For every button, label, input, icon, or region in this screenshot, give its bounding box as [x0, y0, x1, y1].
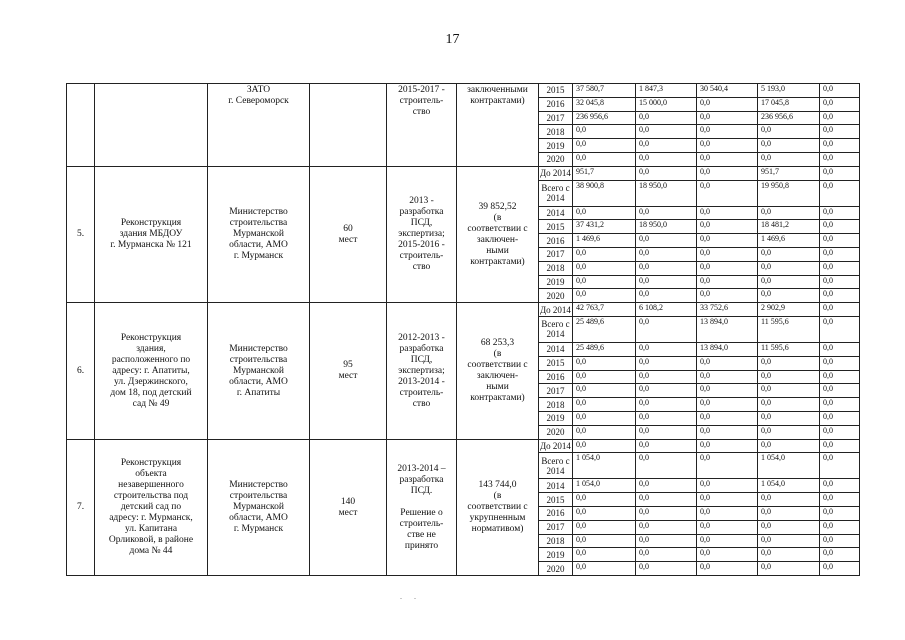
year-cell: 2017	[539, 247, 573, 261]
amount-cell: 0,0	[820, 97, 860, 111]
amount-cell: 13 894,0	[697, 342, 758, 356]
year-cell: 2018	[539, 398, 573, 412]
amount-cell: 1 054,0	[758, 479, 820, 493]
amount-cell: 0,0	[697, 425, 758, 439]
amount-cell: 0,0	[573, 206, 636, 220]
year-cell: 2017	[539, 384, 573, 398]
amount-cell: 0,0	[636, 439, 697, 453]
year-cell: 2020	[539, 152, 573, 166]
amount-cell: 0,0	[820, 289, 860, 303]
year-cell: 2018	[539, 534, 573, 548]
amount-cell: 6 108,2	[636, 303, 697, 317]
amount-cell: 0,0	[636, 548, 697, 562]
year-cell: 2017	[539, 111, 573, 125]
amount-cell: 42 763,7	[573, 303, 636, 317]
capacity: 140 мест	[338, 496, 358, 518]
amount-cell: 0,0	[820, 125, 860, 139]
amount-cell: 0,0	[820, 534, 860, 548]
amount-cell: 0,0	[636, 125, 697, 139]
amount-cell: 0,0	[573, 398, 636, 412]
year-cell: Всего с 2014	[539, 180, 573, 206]
year-cell: 2020	[539, 562, 573, 576]
amount-cell: 0,0	[636, 520, 697, 534]
amount-cell: 0,0	[820, 562, 860, 576]
customer-cell	[208, 439, 310, 575]
amount-cell: 0,0	[573, 275, 636, 289]
amount-cell: 0,0	[758, 520, 820, 534]
year-cell: Всего с 2014	[539, 316, 573, 342]
amount-cell: 0,0	[820, 479, 860, 493]
capacity: 60 мест	[338, 223, 358, 245]
row-number-cell	[67, 439, 95, 575]
customer: ЗАТО г. Североморск	[228, 85, 289, 106]
amount-cell: 18 950,0	[636, 180, 697, 206]
customer-cell	[208, 84, 310, 167]
amount-cell: 25 489,6	[573, 342, 636, 356]
capacity: 95 мест	[338, 360, 358, 382]
amount-cell: 0,0	[758, 206, 820, 220]
amount-cell: 0,0	[820, 384, 860, 398]
row-number: 5.	[76, 229, 85, 240]
object-name-cell	[95, 166, 208, 302]
year-cell: 2016	[539, 506, 573, 520]
amount-cell: 0,0	[697, 439, 758, 453]
amount-cell: 0,0	[758, 152, 820, 166]
amount-cell: 11 595,6	[758, 316, 820, 342]
amount-cell: 0,0	[573, 139, 636, 153]
object-name-cell	[95, 84, 208, 167]
amount-cell: 0,0	[573, 356, 636, 370]
amount-cell: 0,0	[697, 520, 758, 534]
amount-cell: 0,0	[697, 247, 758, 261]
terms-cell	[387, 439, 457, 575]
object-name: Реконструкция объекта незавершенного строительства под детский сад по адресу: г. Мурманск, ул. Капитана Орликовой, в районе дома № 44	[108, 458, 194, 557]
amount-cell: 0,0	[573, 125, 636, 139]
amount-cell: 0,0	[820, 370, 860, 384]
estimated-cost: 143 744,0 (в соответствии с укрупненным нормативом)	[467, 480, 528, 535]
amount-cell: 0,0	[758, 289, 820, 303]
amount-cell: 5 193,0	[758, 84, 820, 98]
amount-cell: 0,0	[820, 261, 860, 275]
capacity-cell	[310, 166, 387, 302]
amount-cell: 0,0	[573, 261, 636, 275]
customer: Министерство строительства Мурманской области, АМО г. Апатиты	[229, 343, 288, 398]
amount-cell: 0,0	[758, 411, 820, 425]
amount-cell: 0,0	[636, 139, 697, 153]
amount-cell: 38 900,8	[573, 180, 636, 206]
year-cell: 2019	[539, 548, 573, 562]
estimated-cost-cell	[457, 166, 539, 302]
year-cell: До 2014	[540, 440, 571, 451]
year-cell: 2016	[539, 234, 573, 248]
amount-cell: 0,0	[573, 534, 636, 548]
amount-cell: 236 956,6	[573, 111, 636, 125]
amount-cell: 0,0	[636, 398, 697, 412]
year-cell: 2015	[539, 84, 573, 98]
amount-cell: 0,0	[697, 534, 758, 548]
amount-cell: 0,0	[636, 261, 697, 275]
amount-cell: 0,0	[636, 453, 697, 479]
amount-cell: 0,0	[758, 139, 820, 153]
amount-cell: 1 054,0	[758, 453, 820, 479]
amount-cell: 0,0	[636, 506, 697, 520]
amount-cell: 1 847,3	[636, 84, 697, 98]
year-cell: 2018	[539, 125, 573, 139]
amount-cell: 0,0	[697, 261, 758, 275]
amount-cell: 18 950,0	[636, 220, 697, 234]
amount-cell: 0,0	[697, 220, 758, 234]
amount-cell: 1 469,6	[573, 234, 636, 248]
amount-cell: 0,0	[820, 439, 860, 453]
amount-cell: 0,0	[820, 425, 860, 439]
amount-cell: 0,0	[820, 493, 860, 507]
amount-cell: 17 045,8	[758, 97, 820, 111]
amount-cell: 0,0	[573, 425, 636, 439]
amount-cell: 0,0	[573, 411, 636, 425]
amount-cell: 0,0	[573, 493, 636, 507]
amount-cell: 0,0	[820, 84, 860, 98]
amount-cell: 0,0	[636, 166, 697, 180]
amount-cell: 0,0	[636, 411, 697, 425]
amount-cell: 0,0	[573, 370, 636, 384]
terms: 2012-2013 - разработка ПСД, экспертиза; 2013-2014 - строитель- ство	[398, 332, 445, 409]
estimated-cost: заключенными контрактами)	[467, 85, 528, 106]
amount-cell: 0,0	[697, 152, 758, 166]
amount-cell: 25 489,6	[573, 316, 636, 342]
amount-cell: 0,0	[758, 247, 820, 261]
amount-cell: 0,0	[573, 384, 636, 398]
object-name-cell	[95, 303, 208, 439]
amount-cell: 0,0	[758, 534, 820, 548]
table-row	[67, 303, 860, 317]
amount-cell: 0,0	[820, 453, 860, 479]
amount-cell: 0,0	[697, 370, 758, 384]
amount-cell: 0,0	[636, 316, 697, 342]
amount-cell: 0,0	[820, 234, 860, 248]
amount-cell: 0,0	[758, 506, 820, 520]
amount-cell: 0,0	[820, 356, 860, 370]
amount-cell: 0,0	[697, 398, 758, 412]
amount-cell: 0,0	[758, 398, 820, 412]
scan-mark: . .	[400, 592, 416, 601]
year-cell: 2018	[539, 261, 573, 275]
terms-cell	[387, 166, 457, 302]
capacity-cell	[310, 439, 387, 575]
amount-cell: 0,0	[636, 247, 697, 261]
amount-cell: 0,0	[636, 206, 697, 220]
year-cell: 2014	[539, 342, 573, 356]
amount-cell: 0,0	[697, 125, 758, 139]
amount-cell: 0,0	[820, 548, 860, 562]
capacity-cell	[310, 303, 387, 439]
amount-cell: 0,0	[820, 247, 860, 261]
terms: 2013-2014 – разработка ПСД. Решение о строитель- стве не принято	[397, 463, 446, 551]
amount-cell: 0,0	[636, 275, 697, 289]
amount-cell: 951,7	[573, 166, 636, 180]
object-name-cell	[95, 439, 208, 575]
amount-cell: 0,0	[697, 479, 758, 493]
amount-cell: 0,0	[758, 384, 820, 398]
amount-cell: 13 894,0	[697, 316, 758, 342]
amount-cell: 0,0	[697, 180, 758, 206]
amount-cell: 0,0	[820, 411, 860, 425]
amount-cell: 0,0	[573, 247, 636, 261]
amount-cell: 0,0	[636, 562, 697, 576]
amount-cell: 0,0	[820, 166, 860, 180]
amount-cell: 0,0	[697, 289, 758, 303]
amount-cell: 0,0	[636, 493, 697, 507]
amount-cell: 1 054,0	[573, 479, 636, 493]
amount-cell: 11 595,6	[758, 342, 820, 356]
estimated-cost-cell	[457, 84, 539, 167]
amount-cell: 0,0	[697, 506, 758, 520]
year-cell: 2015	[539, 356, 573, 370]
customer-cell	[208, 303, 310, 439]
terms-cell	[387, 303, 457, 439]
estimated-cost: 39 852,52 (в соответствии с заключен- ными контрактами)	[467, 201, 528, 267]
year-cell: 2016	[539, 370, 573, 384]
amount-cell: 0,0	[820, 520, 860, 534]
amount-cell: 0,0	[636, 384, 697, 398]
amount-cell: 0,0	[636, 111, 697, 125]
construction-projects-table	[66, 83, 860, 576]
amount-cell: 0,0	[697, 234, 758, 248]
amount-cell: 18 481,2	[758, 220, 820, 234]
amount-cell: 0,0	[636, 534, 697, 548]
year-cell: 2016	[539, 97, 573, 111]
terms-cell	[387, 84, 457, 167]
table-row	[67, 166, 860, 180]
amount-cell: 0,0	[820, 220, 860, 234]
amount-cell: 0,0	[697, 411, 758, 425]
year-cell: 2015	[539, 493, 573, 507]
amount-cell: 0,0	[636, 342, 697, 356]
row-number-cell	[67, 166, 95, 302]
amount-cell: 0,0	[758, 275, 820, 289]
amount-cell: 0,0	[573, 520, 636, 534]
amount-cell: 0,0	[820, 398, 860, 412]
year-cell: Всего с 2014	[539, 453, 573, 479]
year-cell: 2019	[539, 411, 573, 425]
amount-cell: 0,0	[697, 139, 758, 153]
amount-cell: 0,0	[573, 439, 636, 453]
amount-cell: 0,0	[573, 506, 636, 520]
amount-cell: 0,0	[636, 356, 697, 370]
capacity-cell	[310, 84, 387, 167]
amount-cell: 37 431,2	[573, 220, 636, 234]
row-number: 7.	[76, 502, 85, 513]
amount-cell: 0,0	[758, 439, 820, 453]
estimated-cost: 68 253,3 (в соответствии с заключен- ными контрактами)	[467, 338, 528, 404]
amount-cell: 33 752,6	[697, 303, 758, 317]
terms: 2013 - разработка ПСД, экспертиза; 2015-2016 - строитель- ство	[398, 196, 445, 273]
amount-cell: 30 540,4	[697, 84, 758, 98]
year-cell: 2015	[539, 220, 573, 234]
amount-cell: 0,0	[758, 125, 820, 139]
amount-cell: 0,0	[636, 289, 697, 303]
amount-cell: 0,0	[636, 152, 697, 166]
customer: Министерство строительства Мурманской области, АМО г. Мурманск	[229, 207, 288, 262]
amount-cell: 0,0	[697, 562, 758, 576]
amount-cell: 0,0	[573, 152, 636, 166]
amount-cell: 0,0	[758, 261, 820, 275]
year-cell: 2020	[539, 425, 573, 439]
amount-cell: 0,0	[573, 548, 636, 562]
amount-cell: 0,0	[697, 453, 758, 479]
year-cell: До 2014	[540, 168, 571, 179]
amount-cell: 0,0	[758, 356, 820, 370]
row-number: 6.	[76, 365, 85, 376]
amount-cell: 0,0	[573, 562, 636, 576]
amount-cell: 0,0	[636, 234, 697, 248]
table-row	[67, 439, 860, 453]
year-cell: 2014	[539, 479, 573, 493]
amount-cell: 0,0	[636, 479, 697, 493]
amount-cell: 0,0	[758, 562, 820, 576]
page-number: 17	[445, 32, 460, 47]
amount-cell: 0,0	[573, 289, 636, 303]
amount-cell: 0,0	[820, 180, 860, 206]
amount-cell: 15 000,0	[636, 97, 697, 111]
customer: Министерство строительства Мурманской области, АМО г. Мурманск	[229, 480, 288, 535]
amount-cell: 0,0	[697, 111, 758, 125]
amount-cell: 0,0	[820, 152, 860, 166]
amount-cell: 951,7	[758, 166, 820, 180]
amount-cell: 0,0	[697, 493, 758, 507]
amount-cell: 0,0	[820, 139, 860, 153]
amount-cell: 0,0	[820, 303, 860, 317]
amount-cell: 0,0	[697, 384, 758, 398]
amount-cell: 0,0	[697, 548, 758, 562]
year-cell: 2014	[539, 206, 573, 220]
amount-cell: 0,0	[820, 506, 860, 520]
amount-cell: 0,0	[820, 206, 860, 220]
amount-cell: 236 956,6	[758, 111, 820, 125]
amount-cell: 0,0	[697, 166, 758, 180]
object-name: Реконструкция здания, расположенного по адресу: г. Апатиты, ул. Дзержинского, дом 18, под детский сад № 49	[110, 332, 192, 409]
amount-cell: 0,0	[820, 342, 860, 356]
object-name: Реконструкция здания МБДОУ г. Мурманска № 121	[110, 218, 192, 251]
amount-cell: 0,0	[820, 316, 860, 342]
estimated-cost-cell	[457, 303, 539, 439]
amount-cell: 19 950,8	[758, 180, 820, 206]
amount-cell: 32 045,8	[573, 97, 636, 111]
year-cell: 2019	[539, 275, 573, 289]
amount-cell: 0,0	[697, 206, 758, 220]
amount-cell: 1 469,6	[758, 234, 820, 248]
amount-cell: 0,0	[758, 370, 820, 384]
amount-cell: 37 580,7	[573, 84, 636, 98]
terms: 2015-2017 - строитель- ство	[398, 85, 445, 117]
amount-cell: 1 054,0	[573, 453, 636, 479]
amount-cell: 0,0	[636, 370, 697, 384]
year-cell: 2017	[539, 520, 573, 534]
amount-cell: 0,0	[820, 275, 860, 289]
row-number-cell	[67, 84, 95, 167]
amount-cell: 0,0	[758, 425, 820, 439]
amount-cell: 0,0	[697, 356, 758, 370]
customer-cell	[208, 166, 310, 302]
amount-cell: 2 902,9	[758, 303, 820, 317]
amount-cell: 0,0	[820, 111, 860, 125]
year-cell: 2020	[539, 289, 573, 303]
amount-cell: 0,0	[697, 97, 758, 111]
table-row	[67, 84, 860, 98]
estimated-cost-cell	[457, 439, 539, 575]
year-cell: 2019	[539, 139, 573, 153]
amount-cell: 0,0	[758, 548, 820, 562]
amount-cell: 0,0	[697, 275, 758, 289]
amount-cell: 0,0	[758, 493, 820, 507]
amount-cell: 0,0	[636, 425, 697, 439]
year-cell: До 2014	[540, 304, 571, 315]
row-number-cell	[67, 303, 95, 439]
